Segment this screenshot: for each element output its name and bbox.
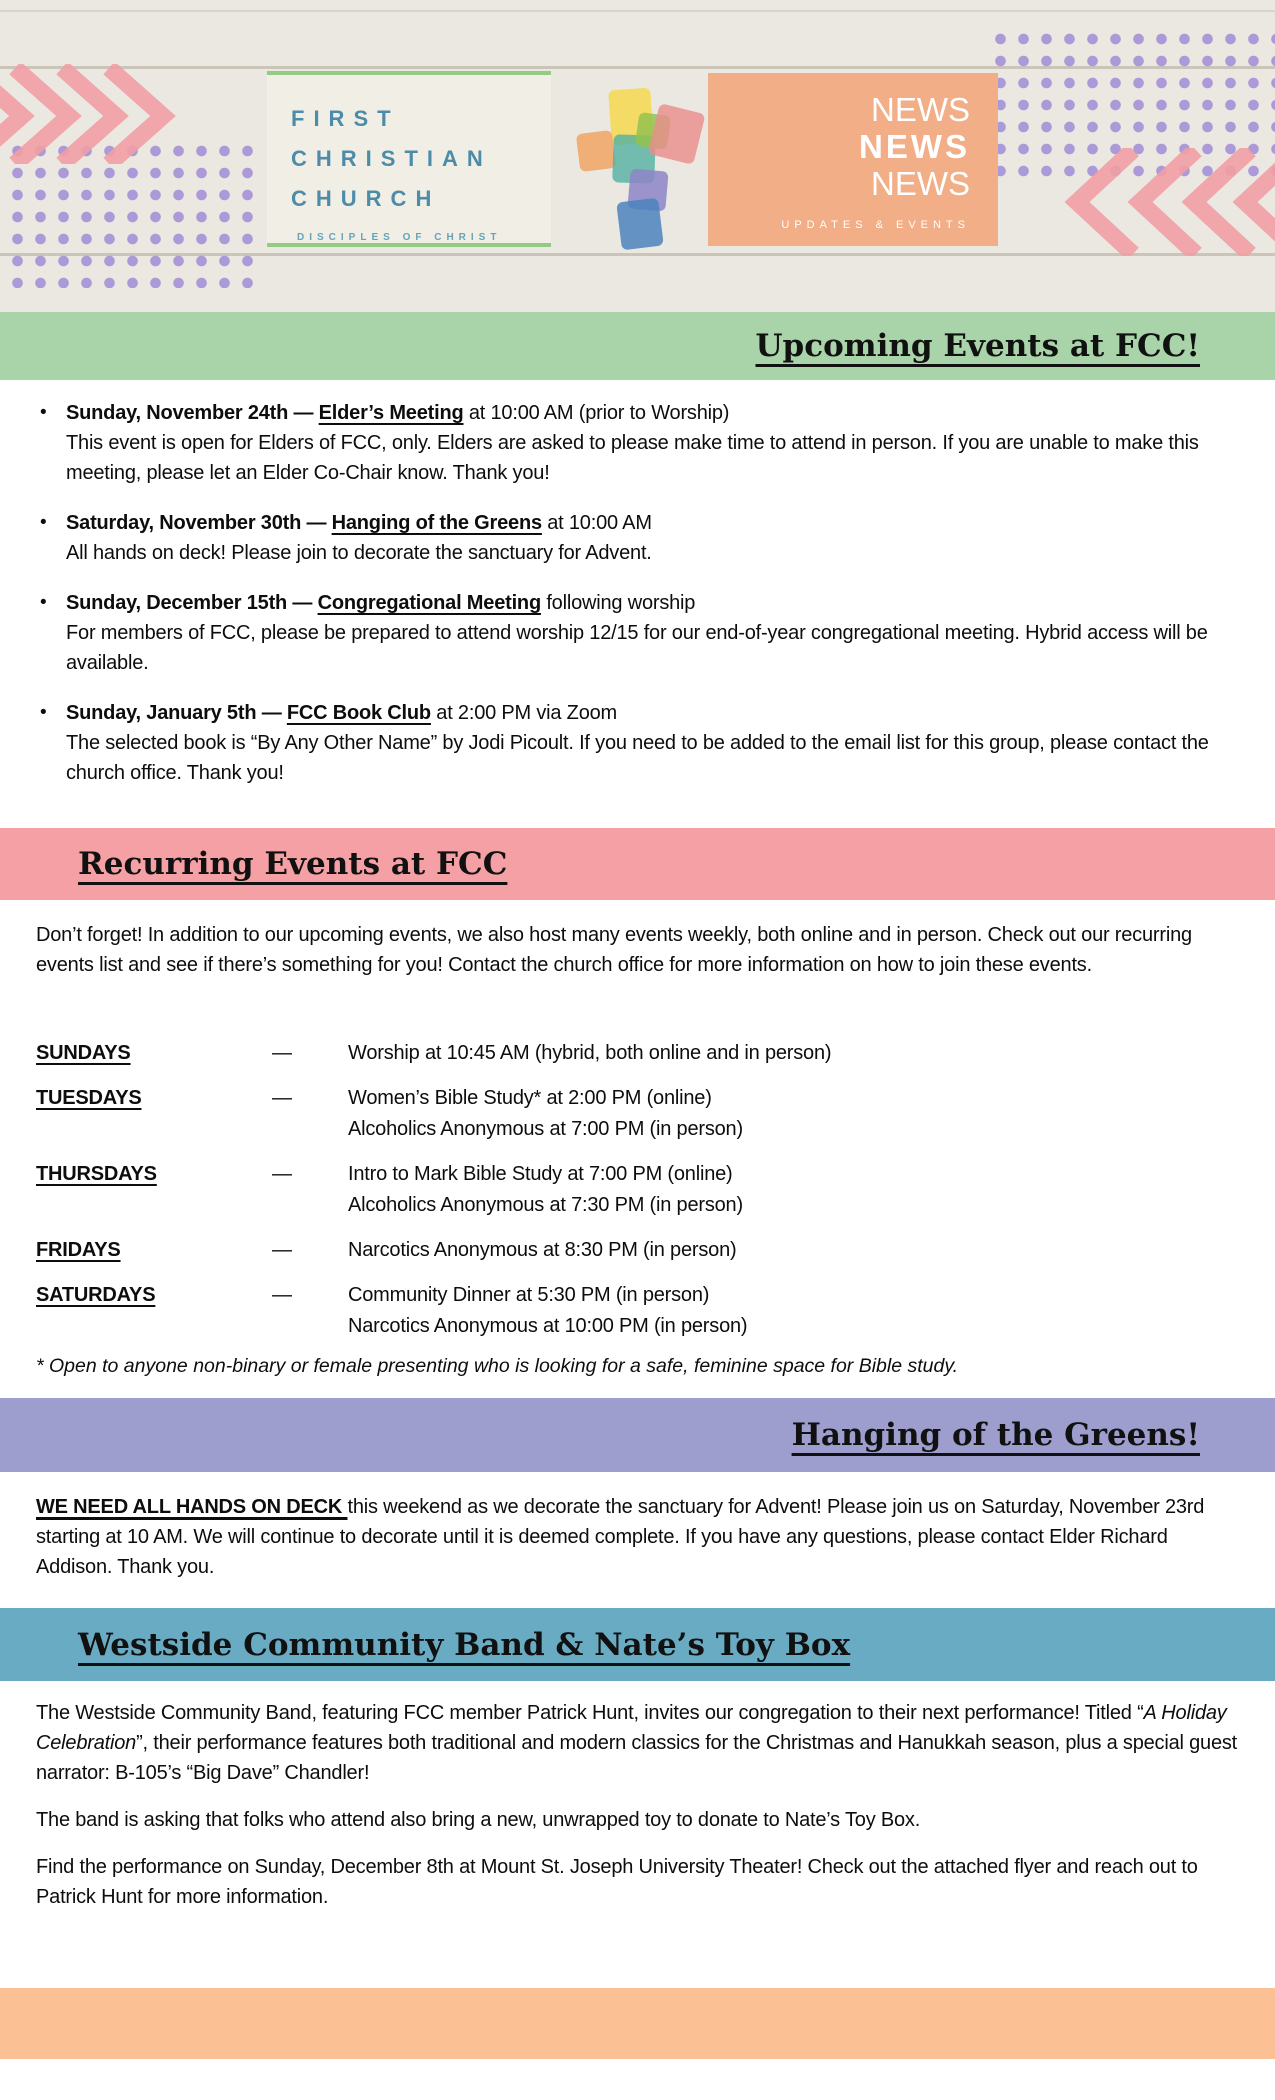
schedule-day: SATURDAYS	[36, 1284, 156, 1306]
schedule-event: Women’s Bible Study* at 2:00 PM (online)	[348, 1087, 712, 1109]
schedule-dash: —	[272, 1163, 292, 1185]
list-item	[40, 698, 1245, 788]
table-row	[36, 1280, 1242, 1342]
schedule-day: SUNDAYS	[36, 1042, 131, 1064]
band-paragraphs	[36, 1698, 1242, 1929]
colorful-cross-icon	[577, 86, 707, 248]
banner-upcoming-events	[0, 312, 1275, 380]
news-title-line: NEWS	[871, 165, 970, 202]
schedule-day: THURSDAYS	[36, 1163, 157, 1185]
event-headline: Sunday, January 5th — FCC Book Club at 2:00 PM via Zoom	[66, 702, 618, 724]
all-hands-lead: WE NEED ALL HANDS ON DECK	[36, 1496, 348, 1518]
event-headline: Sunday, December 15th — Congregational Meeting following worship	[66, 592, 696, 614]
event-headline: Sunday, November 24th — Elder’s Meeting at 10:00 AM (prior to Worship)	[66, 402, 730, 424]
schedule-event: Intro to Mark Bible Study at 7:00 PM (online)	[348, 1163, 733, 1185]
schedule-dash: —	[272, 1087, 292, 1109]
schedule-dash: —	[272, 1239, 292, 1261]
list-item	[40, 588, 1245, 678]
newsletter-header	[0, 0, 1275, 312]
band-paragraph-1: The Westside Community Band, featuring FCC member Patrick Hunt, invites our congregation to their next performance! Titled “A Holiday Celebration”, their performance features both traditional and modern classics for the Christmas and Hanukkah season, plus a special guest narrator: B-105’s “Big Dave” Chandler!	[36, 1702, 1238, 1784]
pink-chevrons-left-icon	[1060, 148, 1275, 256]
news-banner-card	[708, 73, 998, 246]
schedule-day: TUESDAYS	[36, 1087, 142, 1109]
cross-square-blue	[616, 198, 664, 251]
church-name-line: CHRISTIAN	[291, 146, 492, 171]
schedule-dash: —	[272, 1284, 292, 1306]
upcoming-events-list	[40, 398, 1245, 808]
event-description: This event is open for Elders of FCC, only. Elders are asked to please make time to attend in person. If you are unable to make this meeting, please let an Elder Co-Chair know. Thank you!	[66, 432, 1199, 484]
greens-body: this weekend as we decorate the sanctuary for Advent! Please join us on Saturday, November 23rd starting at 10 AM. We will continue to decorate until it is deemed complete. If you have any questions, please contact Elder Richard Addison. Thank you.	[36, 1496, 1205, 1578]
table-row	[36, 1083, 1242, 1145]
schedule-dash: —	[272, 1042, 292, 1064]
section-title-recurring: Recurring Events at FCC	[78, 846, 508, 882]
event-description: The selected book is “By Any Other Name” by Jodi Picoult. If you need to be added to the email list for this group, please contact the church office. Thank you!	[66, 732, 1209, 784]
church-tagline: DISCIPLES OF CHRIST	[297, 232, 502, 243]
bible-study-footnote: * Open to anyone non-binary or female presenting who is looking for a safe, feminine space for Bible study.	[36, 1355, 959, 1377]
bullet-icon: •	[40, 702, 47, 723]
cross-square-orange	[576, 130, 616, 172]
recurring-intro-paragraph: Don’t forget! In addition to our upcoming events, we also host many events weekly, both online and in person. Check out our recurring events list and see if there’s something for you! Contact the church office for more information on how to join these events.	[36, 924, 1192, 976]
table-row	[36, 1038, 1242, 1069]
news-subtitle: UPDATES & EVENTS	[781, 219, 970, 231]
list-item	[40, 398, 1245, 488]
church-logo-card	[267, 71, 551, 247]
schedule-event: Worship at 10:45 AM (hybrid, both online and in person)	[348, 1042, 832, 1064]
recurring-schedule-table	[36, 1038, 1242, 1356]
schedule-event: Community Dinner at 5:30 PM (in person)	[348, 1284, 710, 1306]
band-paragraph-3: Find the performance on Sunday, December 8th at Mount St. Joseph University Theater! Check out the attached flyer and reach out to Patrick Hunt for more information.	[36, 1856, 1198, 1908]
news-title	[859, 91, 970, 202]
news-title-line: NEWS	[859, 128, 970, 165]
event-description: For members of FCC, please be prepared to attend worship 12/15 for our end-of-year congregational meeting. Hybrid access will be available.	[66, 622, 1208, 674]
bullet-icon: •	[40, 402, 47, 423]
footer-color-band	[0, 1988, 1275, 2059]
table-row	[36, 1235, 1242, 1266]
schedule-event: Narcotics Anonymous at 8:30 PM (in person)	[348, 1239, 737, 1261]
news-title-line: NEWS	[871, 91, 970, 128]
section-title-band: Westside Community Band & Nate’s Toy Box	[78, 1626, 851, 1663]
section-title-upcoming: Upcoming Events at FCC!	[755, 328, 1200, 364]
wood-plank-line	[0, 10, 1275, 12]
bullet-icon: •	[40, 512, 47, 533]
schedule-event: Narcotics Anonymous at 10:00 PM (in person)	[348, 1315, 748, 1337]
event-description: All hands on deck! Please join to decorate the sanctuary for Advent.	[66, 542, 652, 564]
performance-title: A Holiday Celebration	[36, 1702, 1227, 1754]
church-name	[291, 99, 551, 219]
church-name-line: CHURCH	[291, 186, 441, 211]
cross-square-red	[647, 103, 705, 165]
greens-paragraph	[36, 1492, 1238, 1582]
banner-westside-band	[0, 1608, 1275, 1681]
event-headline: Saturday, November 30th — Hanging of the Greens at 10:00 AM	[66, 512, 652, 534]
table-row	[36, 1159, 1242, 1221]
pink-chevrons-right-icon	[0, 64, 200, 164]
banner-hanging-of-the-greens	[0, 1398, 1275, 1472]
church-name-line: FIRST	[291, 106, 400, 131]
schedule-event: Alcoholics Anonymous at 7:00 PM (in person)	[348, 1118, 743, 1140]
list-item	[40, 508, 1245, 568]
schedule-day: FRIDAYS	[36, 1239, 121, 1261]
schedule-event: Alcoholics Anonymous at 7:30 PM (in person)	[348, 1194, 743, 1216]
section-title-greens: Hanging of the Greens!	[791, 1417, 1200, 1453]
band-paragraph-2: The band is asking that folks who attend also bring a new, unwrapped toy to donate to Nate’s Toy Box.	[36, 1809, 921, 1831]
bullet-icon: •	[40, 592, 47, 613]
banner-recurring-events	[0, 828, 1275, 900]
